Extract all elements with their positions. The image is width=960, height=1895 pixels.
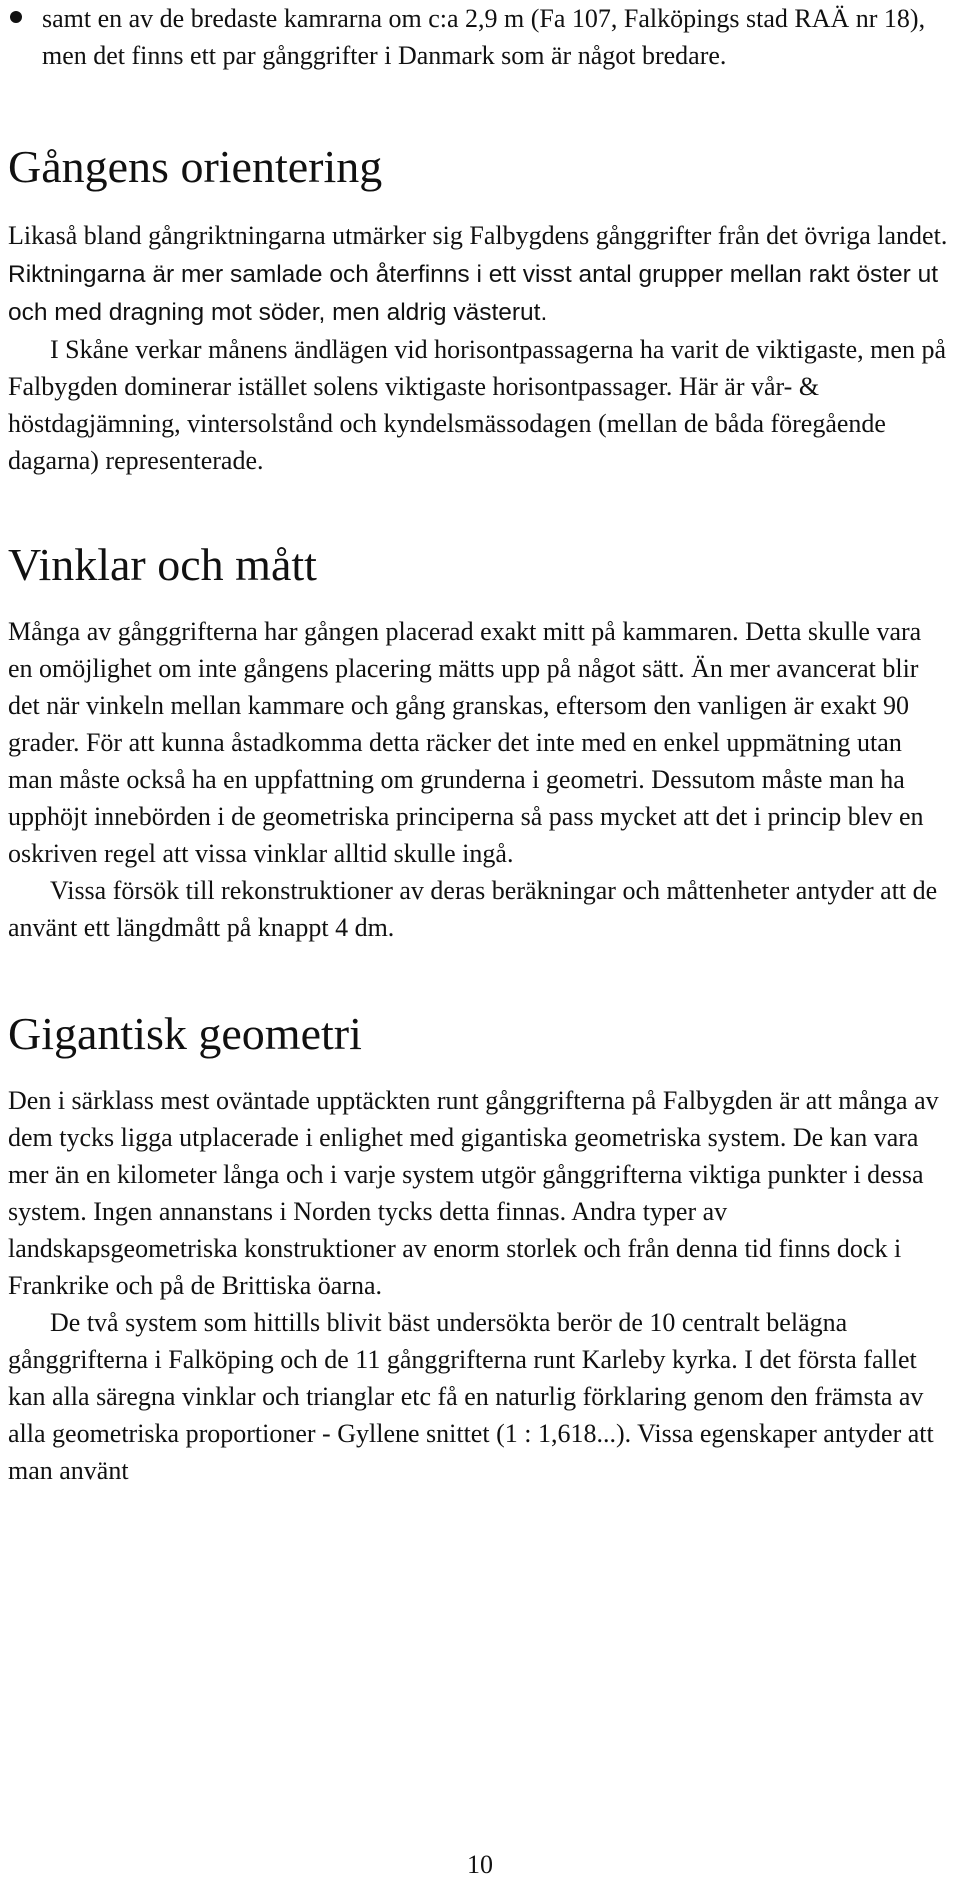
bullet-item bbox=[8, 0, 952, 74]
paragraph-vinklar-1: Många av gånggrifterna har gången placerad exakt mitt på kammaren. Detta skulle vara en omöjlighet om inte gångens placering mätts upp på något sätt. Än mer avancerat blir det när vinkeln mellan kammare och gång granskas, eftersom den vanligen är exakt 90 grader. För att kunna åstadkomma detta räcker det inte med en enkel uppmätning utan man måste också ha en uppfattning om grunderna i geometri. Dessutom måste man ha upphöjt innebörden i de geometriska principerna så pass mycket att det i princip blev en oskriven regel att vissa vinklar alltid skulle ingå. bbox=[8, 617, 924, 868]
bullet-text: samt en av de bredaste kamrarna om c:a 2,9 m (Fa 107, Falköpings stad RAÄ nr 18), men det finns ett par gånggrifter i Danmark som är något bredare. bbox=[42, 4, 926, 70]
paragraph-orientering-1-sans: Riktningarna är mer samlade och återfinns i ett visst antal grupper mellan rakt öster ut och med dragning mot söder, men aldrig västerut. bbox=[8, 261, 939, 326]
paragraph-geometri-1: Den i särklass mest oväntade upptäckten runt gånggrifterna på Falbygden är att många av dem tycks ligga utplacerade i enlighet med gigantiska geometriska system. De kan vara mer än en kilometer långa och i varje system utgör gånggrifterna viktiga punkter i dessa system. Ingen annanstans i Norden tycks detta finnas. Andra typer av landskapsgeometriska konstruktioner av enorm storlek och från denna tid finns dock i Frankrike och på de Brittiska öarna. bbox=[8, 1086, 939, 1300]
bullet-dot-icon bbox=[10, 11, 22, 23]
heading-gangens-orientering: Gångens orientering bbox=[8, 141, 383, 192]
paragraph-orientering-1-serif: Likaså bland gångriktningarna utmärker sig Falbygdens gånggrifter från det övriga landet. bbox=[8, 221, 948, 250]
heading-gigantisk-geometri: Gigantisk geometri bbox=[8, 1008, 362, 1059]
paragraph-orientering-2: I Skåne verkar månens ändlägen vid horisontpassagerna ha varit de viktigaste, men på Falbygden dominerar istället solens viktigaste horisontpassager. Här är vår- & höstdagjämning, vintersolstånd och kyndelsmässodagen (mellan de båda föregående dagarna) representerade. bbox=[8, 335, 946, 475]
document-page bbox=[8, 0, 952, 1489]
page-number: 10 bbox=[467, 1850, 493, 1879]
paragraph-vinklar-2: Vissa försök till rekonstruktioner av deras beräkningar och måttenheter antyder att de använt ett längdmått på knappt 4 dm. bbox=[8, 876, 938, 942]
paragraph-geometri-2: De två system som hittills blivit bäst undersökta berör de 10 centralt belägna gånggrifterna i Falköping och de 11 gånggrifterna runt Karleby kyrka. I det första fallet kan alla säregna vinklar och trianglar etc få en naturlig förklaring genom den främsta av alla geometriska proportioner - Gyllene snittet (1 : 1,618...). Vissa egenskaper antyder att man använt bbox=[8, 1308, 934, 1485]
paragraph-orientering-1 bbox=[8, 217, 952, 331]
heading-vinklar-och-matt: Vinklar och mått bbox=[8, 539, 317, 590]
